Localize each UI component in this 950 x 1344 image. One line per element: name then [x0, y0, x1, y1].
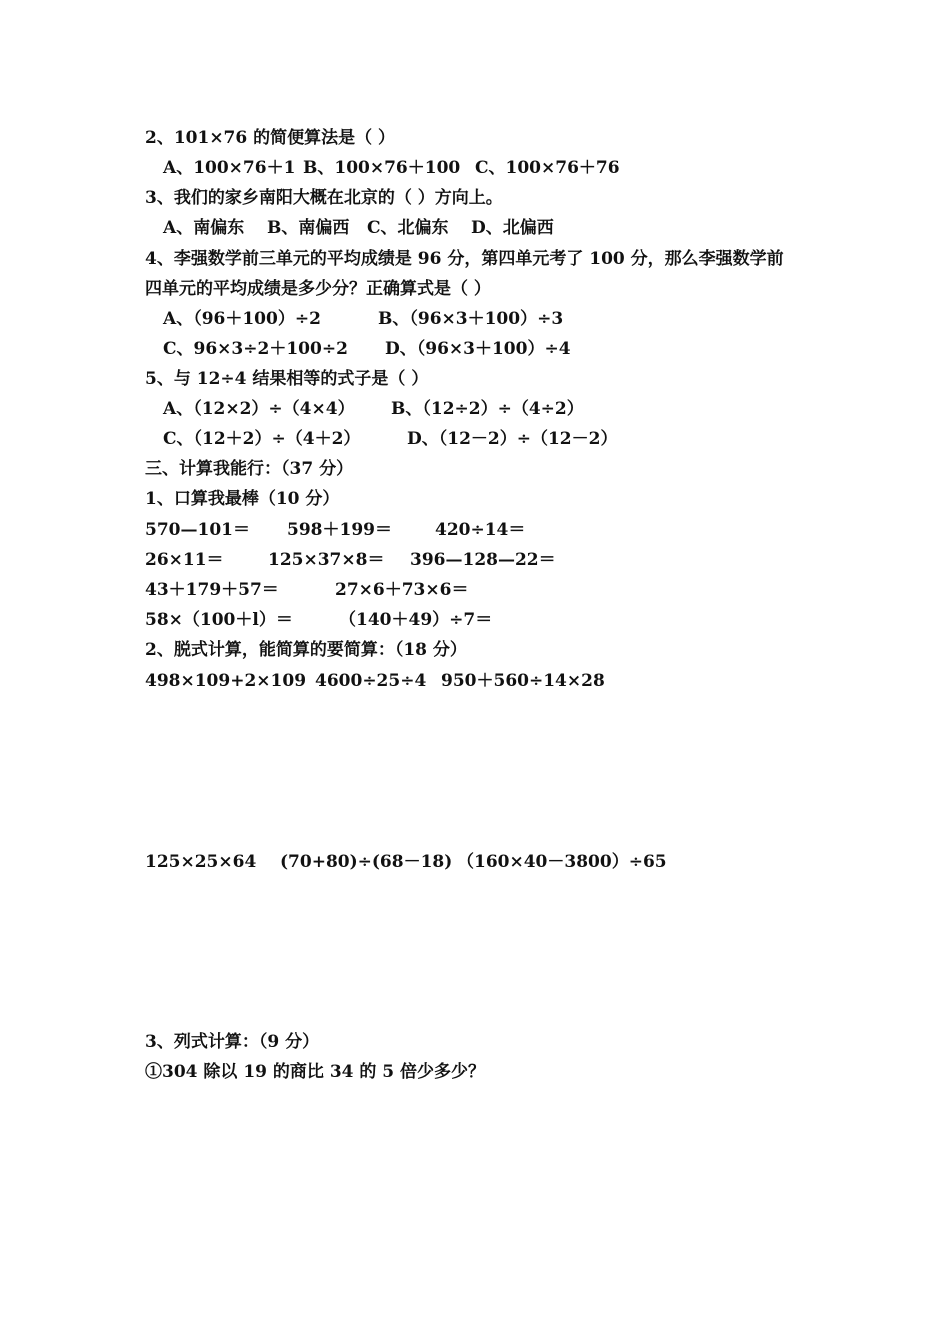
- step-calc-item: 950＋560÷14×28: [441, 671, 605, 691]
- section3-title: 三、计算我能行：（37 分）: [145, 459, 354, 479]
- q5-stem: 5、与 12÷4 结果相等的式子是（ ）: [145, 369, 429, 389]
- q5-option-a: A、（12×2）÷（4×4）: [163, 399, 355, 419]
- part1-title: 1、口算我最棒（10 分）: [145, 489, 340, 509]
- mental-math-row: [145, 518, 545, 542]
- mental-math-item: 58×（100＋l）＝: [145, 610, 293, 630]
- q2-option-c: C、100×76＋76: [475, 158, 620, 178]
- q4-option-d: D、（96×3＋100）÷4: [385, 339, 571, 359]
- word-problem-1: ①304 除以 19 的商比 34 的 5 倍少多少？: [145, 1062, 486, 1082]
- step-calc-item: (70+80)÷(68－18): [280, 852, 453, 872]
- q4-stem-line1: 4、李强数学前三单元的平均成绩是 96 分，第四单元考了 100 分，那么李强数学前: [145, 249, 784, 269]
- mental-math-item: 598＋199＝: [287, 520, 392, 540]
- step-calc-row: [145, 669, 605, 693]
- q4-option-c: C、96×3÷2＋100÷2: [163, 339, 348, 359]
- q5-options-row2: [163, 427, 643, 451]
- mental-math-item: （140＋49）÷7＝: [339, 610, 493, 630]
- q2-option-b: B、100×76＋100: [303, 158, 461, 178]
- mental-math-item: 27×6＋73×6＝: [335, 580, 469, 600]
- q3-option-b: B、南偏西: [267, 218, 350, 238]
- q2-option-a: A、100×76＋1: [163, 158, 296, 178]
- q4-option-b: B、（96×3＋100）÷3: [378, 309, 564, 329]
- mental-math-item: 43＋179＋57＝: [145, 580, 279, 600]
- part3-title: 3、列式计算：（9 分）: [145, 1032, 320, 1052]
- mental-math-row: [145, 548, 565, 572]
- q4-options-row1: [163, 307, 583, 331]
- step-calc-item: 125×25×64: [145, 852, 257, 872]
- mental-math-item: 396—128—22＝: [410, 550, 556, 570]
- q2-stem: 2、101×76 的简便算法是（ ）: [145, 128, 396, 148]
- mental-math-item: 26×11＝: [145, 550, 224, 570]
- q5-options-row1: [163, 397, 603, 421]
- q5-option-b: B、（12÷2）÷（4÷2）: [391, 399, 584, 419]
- q4-options-row2: [163, 337, 583, 361]
- q3-option-c: C、北偏东: [367, 218, 449, 238]
- q5-option-c: C、（12＋2）÷（4＋2）: [163, 429, 361, 449]
- step-calc-item: 498×109+2×109: [145, 671, 307, 691]
- q3-stem: 3、我们的家乡南阳大概在北京的（ ）方向上。: [145, 188, 503, 208]
- step-calc-item: 4600÷25÷4: [315, 671, 427, 691]
- step-calc-row: [145, 850, 667, 874]
- step-calc-item: （160×40－3800）÷65: [457, 852, 667, 872]
- mental-math-row: [145, 608, 505, 632]
- mental-math-row: [145, 578, 485, 602]
- q3-option-a: A、南偏东: [163, 218, 245, 238]
- mental-math-item: 570—101＝: [145, 520, 250, 540]
- mental-math-item: 125×37×8＝: [268, 550, 385, 570]
- q2-options: [163, 156, 623, 180]
- q3-options: [163, 216, 583, 240]
- part2-title: 2、脱式计算，能简算的要简算：（18 分）: [145, 640, 467, 660]
- q4-option-a: A、（96＋100）÷2: [163, 309, 321, 329]
- q4-stem-line2: 四单元的平均成绩是多少分？正确算式是（ ）: [145, 279, 491, 299]
- mental-math-item: 420÷14＝: [435, 520, 526, 540]
- q5-option-d: D、（12－2）÷（12－2）: [407, 429, 618, 449]
- q3-option-d: D、北偏西: [471, 218, 554, 238]
